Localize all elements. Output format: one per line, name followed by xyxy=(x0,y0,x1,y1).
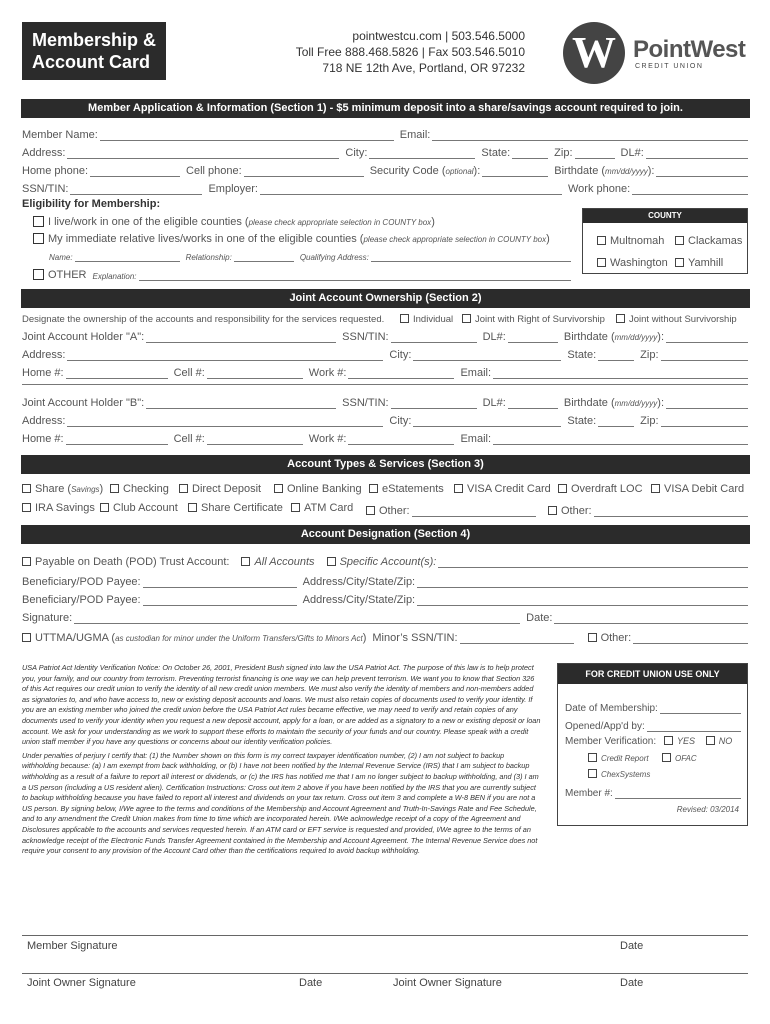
cell-phone-label: Cell phone: xyxy=(186,165,242,177)
service-share-cert[interactable] xyxy=(188,502,283,514)
visa-debit-label: VISA Debit Card xyxy=(664,483,745,495)
holder-a-label: Joint Account Holder "A": xyxy=(22,331,145,343)
service-checking[interactable] xyxy=(110,483,169,495)
county-washington[interactable] xyxy=(597,257,668,269)
cu-member-no xyxy=(565,783,741,799)
service-share[interactable] xyxy=(22,483,103,495)
service-ira[interactable] xyxy=(22,502,95,514)
holder-b-zip-field[interactable] xyxy=(661,416,748,427)
holder-b-email-field[interactable] xyxy=(493,434,748,445)
cu-chexsystems[interactable] xyxy=(588,768,650,780)
county-washington-label: Washington xyxy=(610,257,668,269)
all-accounts-checkbox[interactable] xyxy=(241,557,250,566)
birthdate-field[interactable] xyxy=(656,166,748,177)
pod-label: Payable on Death (POD) Trust Account: xyxy=(35,556,230,568)
state-label: State: xyxy=(481,147,511,159)
uttma-label: UTTMA/UGMA ( xyxy=(35,632,116,644)
member-name-label: Member Name: xyxy=(22,129,98,141)
holder-b-state-label: State: xyxy=(567,415,597,427)
cu-no-label: NO xyxy=(718,736,733,746)
work-phone-label: Work phone: xyxy=(567,183,631,195)
logo-name: PointWest xyxy=(633,36,746,63)
atm-label: ATM Card xyxy=(304,502,354,514)
holder-b-state-field[interactable] xyxy=(598,416,634,427)
elig2-note: please check appropriate selection in COUNTY box xyxy=(363,235,547,244)
work-phone-field[interactable] xyxy=(632,184,748,195)
individual-option[interactable] xyxy=(400,314,453,325)
pod-signature-label: Signature: xyxy=(22,612,73,624)
elig1-label: I live/work in one of the eligible counties ( xyxy=(48,216,249,228)
title-line-1: Membership & xyxy=(32,30,157,50)
cu-opened xyxy=(565,716,741,732)
service-other-1 xyxy=(366,501,536,517)
other-label: OTHER xyxy=(48,269,87,281)
pod-signature-field[interactable] xyxy=(74,613,520,624)
cu-verification xyxy=(565,736,732,747)
member-signature-line[interactable] xyxy=(22,935,748,936)
holder-b-birthdate-field[interactable] xyxy=(666,398,748,409)
contact-address: 718 NE 12th Ave, Portland, OR 97232 xyxy=(322,61,525,75)
specific-field[interactable] xyxy=(438,557,748,568)
cu-heading: FOR CREDIT UNION USE ONLY xyxy=(558,664,747,684)
row-uttma xyxy=(22,628,748,644)
holder-b-dl-field[interactable] xyxy=(508,398,558,409)
county-yamhill-label: Yamhill xyxy=(688,257,724,269)
relationship-label: Relationship: xyxy=(185,253,232,262)
all-accounts-label: All Accounts xyxy=(254,556,315,568)
county-heading: COUNTY xyxy=(583,209,747,223)
designate-text: Designate the ownership of the accounts and responsibility for the services requested. xyxy=(22,314,385,325)
member-date-label: Date xyxy=(620,940,644,952)
holder-b-email-label: Email: xyxy=(460,433,492,445)
holder-a-work-field[interactable] xyxy=(348,368,454,379)
address-field[interactable] xyxy=(67,148,339,159)
county-clackamas-label: Clackamas xyxy=(688,235,743,247)
holder-b-city-label: City: xyxy=(389,415,412,427)
cu-credit-report-label: Credit Report xyxy=(601,754,649,763)
online-banking-label: Online Banking xyxy=(287,483,362,495)
holder-a-birthdate-label: Birthdate ( xyxy=(563,331,615,343)
cu-credit-report[interactable] xyxy=(588,752,649,764)
other-2-checkbox[interactable] xyxy=(548,506,557,515)
checking-label: Checking xyxy=(123,483,169,495)
holder-a-home-label: Home #: xyxy=(22,367,64,379)
title-line-2: Account Card xyxy=(32,52,151,72)
specific-label: Specific Account(s): xyxy=(339,556,437,568)
holder-b-birthdate-format: mm/dd/yyyy xyxy=(614,399,658,408)
uttma-close: ) xyxy=(362,632,367,644)
county-box xyxy=(582,208,748,274)
holder-b-home-field[interactable] xyxy=(66,434,168,445)
joint-owner-2-date-label: Date xyxy=(620,977,644,989)
county-multnomah[interactable] xyxy=(597,235,664,247)
county-multnomah-label: Multnomah xyxy=(610,235,665,247)
cu-member-no-label: Member #: xyxy=(565,788,613,799)
cu-revised: Revised: 03/2014 xyxy=(676,805,739,814)
other-2-label: Other: xyxy=(561,505,592,517)
security-code-label: Security Code ( xyxy=(369,165,446,177)
holder-b-home-label: Home #: xyxy=(22,433,64,445)
contact-web-phone: pointwestcu.com | 503.546.5000 xyxy=(352,29,525,43)
eligibility-heading: Eligibility for Membership: xyxy=(22,198,161,210)
service-other-2 xyxy=(548,501,748,517)
email-field[interactable] xyxy=(432,130,748,141)
holder-a-ssn-label: SSN/TIN: xyxy=(342,331,389,343)
holder-b-dl-label: DL#: xyxy=(482,397,506,409)
beneficiary-2-label: Beneficiary/POD Payee: xyxy=(22,594,141,606)
optional-note: optional xyxy=(445,167,474,176)
row-pod xyxy=(22,552,748,568)
member-signature-label: Member Signature xyxy=(27,940,118,952)
pod-checkbox[interactable] xyxy=(22,557,31,566)
holder-a-birthdate-format: mm/dd/yyyy xyxy=(614,333,658,342)
joint-signature-line[interactable] xyxy=(22,973,748,974)
uttma-other-label: Other: xyxy=(600,632,632,644)
holder-a-cell-label: Cell #: xyxy=(173,367,205,379)
city-label: City: xyxy=(345,147,368,159)
address-label: Address: xyxy=(22,147,66,159)
joint-owner-1-date-label: Date xyxy=(299,977,323,989)
perjury-certification: Under penalties of perjury I certify that: (1) the Number shown on this form is my correct taxpayer identification number, (2) I am not subject to backup withholding because: (a) I am exempt from back withholding, or (b) I have not been notified by the Internal Revenue Service (IRS) that I am subject to backup withholding as a result of a failure to report all interest or dividends, or (c) the IRS has notified me that I am no longer subject to backup withholding, and (3) I am a US person (including a US resident alien). Certification Instructions: Cross out item 2 above if you have been notified by the IRS that you are currently subject to backup withholding because you have failed to report all interest and dividends on your tax return. Cross out item 3 and complete a W-8 BEN if you are not a US person. By signing below, I/We agree to the terms and conditions of the Membership and Account Agreement and Truth-In-Savings Rate and Fee Schedule, and to any amendment the Credit Union makes from time to time which are incorporated herein. I/We acknowledge receipt of a copy of the Agreement and Disclosures applicable to the accounts and services requested herein. If an ATM card or EFT service is requested and provided, I/We agree to the terms of an acknowledge receipt of the Electronic Funds Transfer Agreement contained in the Membership and Account Agreement. The Internal Revenue Service does not require your consent to any provision of the Account Card other than the certifications required to avoid backup withholding. xyxy=(22,750,539,856)
holder-b-work-label: Work #: xyxy=(308,433,347,445)
specific-checkbox[interactable] xyxy=(327,557,336,566)
member-name-field[interactable] xyxy=(100,130,394,141)
individual-label: Individual xyxy=(413,314,454,325)
holder-b-city-field[interactable] xyxy=(413,416,561,427)
form-title xyxy=(22,22,166,80)
jwo-label: Joint without Survivorship xyxy=(629,314,737,325)
county-clackamas[interactable] xyxy=(675,235,742,247)
birthdate-format: mm/dd/yyyy xyxy=(605,167,648,176)
row-holder-a xyxy=(22,327,748,343)
cu-opened-field[interactable] xyxy=(647,721,741,732)
cu-date-membership-field[interactable] xyxy=(660,703,741,714)
dl-field[interactable] xyxy=(646,148,748,159)
cu-member-no-field[interactable] xyxy=(615,788,741,799)
divider-holders xyxy=(22,384,748,385)
zip-label: Zip: xyxy=(554,147,573,159)
holder-b-field[interactable] xyxy=(146,398,336,409)
contact-info xyxy=(250,28,525,76)
savings-note: Savings xyxy=(71,485,100,494)
row-pod-signature xyxy=(22,608,748,624)
ssn-field[interactable] xyxy=(70,184,202,195)
cu-verification-label: Member Verification: xyxy=(565,736,657,747)
contact-tollfree-fax: Toll Free 888.468.5826 | Fax 503.546.5010 xyxy=(295,45,525,59)
uttma-note: as custodian for minor under the Uniform Transfers/Gifts to Minors Act xyxy=(115,634,363,643)
email-label: Email: xyxy=(399,129,431,141)
ira-label: IRA Savings xyxy=(35,502,95,514)
holder-b-address-label: Address: xyxy=(22,415,66,427)
share-cert-label: Share Certificate xyxy=(201,502,283,514)
holder-a-address-field[interactable] xyxy=(67,350,383,361)
row-ssn xyxy=(22,179,748,195)
service-visa-credit[interactable] xyxy=(454,483,551,495)
jwros-option[interactable] xyxy=(462,314,605,325)
cell-phone-field[interactable] xyxy=(244,166,364,177)
row-holder-b xyxy=(22,393,748,409)
section1-bar: Member Application & Information (Section 1) - $5 minimum deposit into a share/savings account required to join. xyxy=(21,99,750,118)
holder-a-zip-label: Zip: xyxy=(640,349,659,361)
cu-date-membership xyxy=(565,698,741,714)
city-field[interactable] xyxy=(369,148,475,159)
estatements-label: eStatements xyxy=(382,483,444,495)
employer-field[interactable] xyxy=(260,184,562,195)
direct-deposit-label: Direct Deposit xyxy=(192,483,262,495)
holder-b-work-field[interactable] xyxy=(348,434,454,445)
holder-a-email-field[interactable] xyxy=(493,368,748,379)
explanation-field[interactable] xyxy=(139,270,571,281)
legal-text xyxy=(22,663,542,860)
elig-option-1: I live/work in one of the eligible counties (please check appropriate selection in COUNTY box) xyxy=(33,216,435,228)
holder-b-birthdate-close: ): xyxy=(657,397,665,409)
other-1-label: Other: xyxy=(379,505,410,517)
holder-a-work-label: Work #: xyxy=(308,367,347,379)
row-holder-b-phones xyxy=(22,429,748,445)
service-online-banking[interactable] xyxy=(274,483,362,495)
service-direct-deposit[interactable] xyxy=(179,483,261,495)
service-atm[interactable] xyxy=(291,502,353,514)
row-beneficiary-2 xyxy=(22,590,748,606)
row-holder-a-address xyxy=(22,345,748,361)
holder-a-home-field[interactable] xyxy=(66,368,168,379)
uttma-other-checkbox[interactable] xyxy=(588,633,597,642)
credit-union-use-box xyxy=(557,663,748,826)
relative-name-label: Name: xyxy=(49,253,73,262)
row-address xyxy=(22,143,748,159)
explanation-label: Explanation: xyxy=(92,272,137,281)
section4-bar: Account Designation (Section 4) xyxy=(21,525,750,544)
uttma-checkbox[interactable] xyxy=(22,633,31,642)
beneficiary-1-label: Beneficiary/POD Payee: xyxy=(22,576,141,588)
cu-opened-label: Opened/App'd by: xyxy=(565,721,645,732)
holder-a-dl-field[interactable] xyxy=(508,332,558,343)
elig2-label: My immediate relative lives/works in one of the eligible counties ( xyxy=(48,233,364,245)
jwo-option[interactable] xyxy=(616,314,737,325)
qualifying-field[interactable] xyxy=(371,254,571,262)
logo-subtitle: CREDIT UNION xyxy=(635,63,704,70)
qualifying-label: Qualifying Address: xyxy=(299,253,369,262)
other-2-field[interactable] xyxy=(594,506,748,517)
ownership-row xyxy=(22,314,748,325)
service-estatements[interactable] xyxy=(369,483,444,495)
holder-a-email-label: Email: xyxy=(460,367,492,379)
section3-bar: Account Types & Services (Section 3) xyxy=(21,455,750,474)
joint-owner-2-label: Joint Owner Signature xyxy=(393,977,502,989)
holder-a-cell-field[interactable] xyxy=(207,368,303,379)
row-phones xyxy=(22,161,748,177)
share-label: Share ( xyxy=(35,483,72,495)
cu-ofac-label: OFAC xyxy=(675,754,697,763)
cu-ofac[interactable] xyxy=(662,752,697,764)
other-1-field[interactable] xyxy=(412,506,536,517)
beneficiary-2-field[interactable] xyxy=(143,595,297,606)
holder-a-zip-field[interactable] xyxy=(661,350,748,361)
state-field[interactable] xyxy=(512,148,548,159)
other-1-checkbox[interactable] xyxy=(366,506,375,515)
beneficiary-1-address-field[interactable] xyxy=(417,577,748,588)
holder-b-label: Joint Account Holder "B": xyxy=(22,397,145,409)
beneficiary-2-address-field[interactable] xyxy=(417,595,748,606)
row-holder-a-phones xyxy=(22,363,748,379)
holder-b-ssn-field[interactable] xyxy=(391,398,477,409)
birthdate-label: Birthdate ( xyxy=(554,165,606,177)
holder-a-ssn-field[interactable] xyxy=(391,332,477,343)
beneficiary-1-field[interactable] xyxy=(143,577,297,588)
row-relative xyxy=(49,250,571,262)
beneficiary-2-address-label: Address/City/State/Zip: xyxy=(302,594,416,606)
jwros-label: Joint with Right of Survivorship xyxy=(475,314,605,325)
holder-a-field[interactable] xyxy=(146,332,336,343)
other-checkbox[interactable] xyxy=(33,269,44,280)
holder-b-cell-field[interactable] xyxy=(207,434,303,445)
elig2-checkbox[interactable] xyxy=(33,233,44,244)
cu-yes[interactable] xyxy=(664,736,695,747)
holder-b-birthdate-label: Birthdate ( xyxy=(563,397,615,409)
birthdate-close: ): xyxy=(647,165,655,177)
holder-a-state-field[interactable] xyxy=(598,350,634,361)
ssn-label: SSN/TIN: xyxy=(22,183,69,195)
service-club[interactable] xyxy=(100,502,178,514)
cu-date-membership-label: Date of Membership: xyxy=(565,703,658,714)
section2-bar: Joint Account Ownership (Section 2) xyxy=(21,289,750,308)
home-phone-label: Home phone: xyxy=(22,165,89,177)
joint-owner-1-label: Joint Owner Signature xyxy=(27,977,136,989)
holder-a-dl-label: DL#: xyxy=(482,331,506,343)
elig1-checkbox[interactable] xyxy=(33,216,44,227)
holder-b-cell-label: Cell #: xyxy=(173,433,205,445)
service-overdraft[interactable] xyxy=(558,483,643,495)
logo-icon: W xyxy=(563,22,625,84)
holder-a-state-label: State: xyxy=(567,349,597,361)
holder-a-city-label: City: xyxy=(389,349,412,361)
uttma-other-field[interactable] xyxy=(633,633,748,644)
relationship-field[interactable] xyxy=(234,254,294,262)
elig-option-2: My immediate relative lives/works in one of the eligible counties (please check appropriate selection in COUNTY box) xyxy=(33,233,550,245)
cu-no[interactable] xyxy=(706,736,733,747)
visa-credit-label: VISA Credit Card xyxy=(467,483,551,495)
security-code-field[interactable] xyxy=(482,166,548,177)
overdraft-label: Overdraft LOC xyxy=(571,483,643,495)
pod-date-field[interactable] xyxy=(554,613,748,624)
club-label: Club Account xyxy=(113,502,178,514)
share-close: ) xyxy=(99,483,104,495)
dl-label: DL#: xyxy=(620,147,644,159)
home-phone-field[interactable] xyxy=(90,166,180,177)
elig1-note: please check appropriate selection in COUNTY box xyxy=(248,218,432,227)
security-close: ): xyxy=(473,165,481,177)
minor-ssn-label: Minor’s SSN/TIN: xyxy=(372,632,458,644)
cu-yes-label: YES xyxy=(676,736,695,746)
relative-name-field[interactable] xyxy=(75,254,180,262)
row-beneficiary-1 xyxy=(22,572,748,588)
row-holder-b-address xyxy=(22,411,748,427)
row-other xyxy=(33,265,571,281)
employer-label: Employer: xyxy=(208,183,258,195)
holder-a-birthdate-field[interactable] xyxy=(666,332,748,343)
minor-ssn-field[interactable] xyxy=(460,633,574,644)
holder-b-ssn-label: SSN/TIN: xyxy=(342,397,389,409)
service-visa-debit[interactable] xyxy=(651,483,744,495)
zip-field[interactable] xyxy=(575,148,615,159)
holder-b-address-field[interactable] xyxy=(67,416,383,427)
pod-date-label: Date: xyxy=(526,612,553,624)
holder-a-city-field[interactable] xyxy=(413,350,561,361)
county-yamhill[interactable] xyxy=(675,257,723,269)
cu-chex-label: ChexSystems xyxy=(601,770,651,779)
holder-a-birthdate-close: ): xyxy=(657,331,665,343)
patriot-act-notice: USA Patriot Act Identity Verification Notice: On October 26, 2001, President Bush signed into law the USA Patriot Act. The purpose of this law is to help protect you, your family, and our country from terrorism. Preventing terrorist financing is one way we can help prevent terrorism. We want you to know that Section 326 of this Act requires our credit union to verify the identity of all new credit union members. We must also verify the identity of members and non-members added as signatories to, and who have access to, new or existing deposit accounts and loans. We must also retain copies of documents used to verify your identity. If you are an existing member who joined the credit union before the USA Patriot Act rules became effective, we may need to verify and retain copies of any documents used to verify your identity when you request a new deposit account, apply for a loan, or are added as a signatory to a new or existing deposit or loan account. We ask for your understanding as we work to support these efforts to maintain the security of your funds and our country. Please speak with a credit union staff member if you have any questions or concerns about our identity verification policies. xyxy=(22,663,541,747)
row-member-name xyxy=(22,125,748,141)
beneficiary-1-address-label: Address/City/State/Zip: xyxy=(302,576,416,588)
holder-a-address-label: Address: xyxy=(22,349,66,361)
holder-b-zip-label: Zip: xyxy=(640,415,659,427)
